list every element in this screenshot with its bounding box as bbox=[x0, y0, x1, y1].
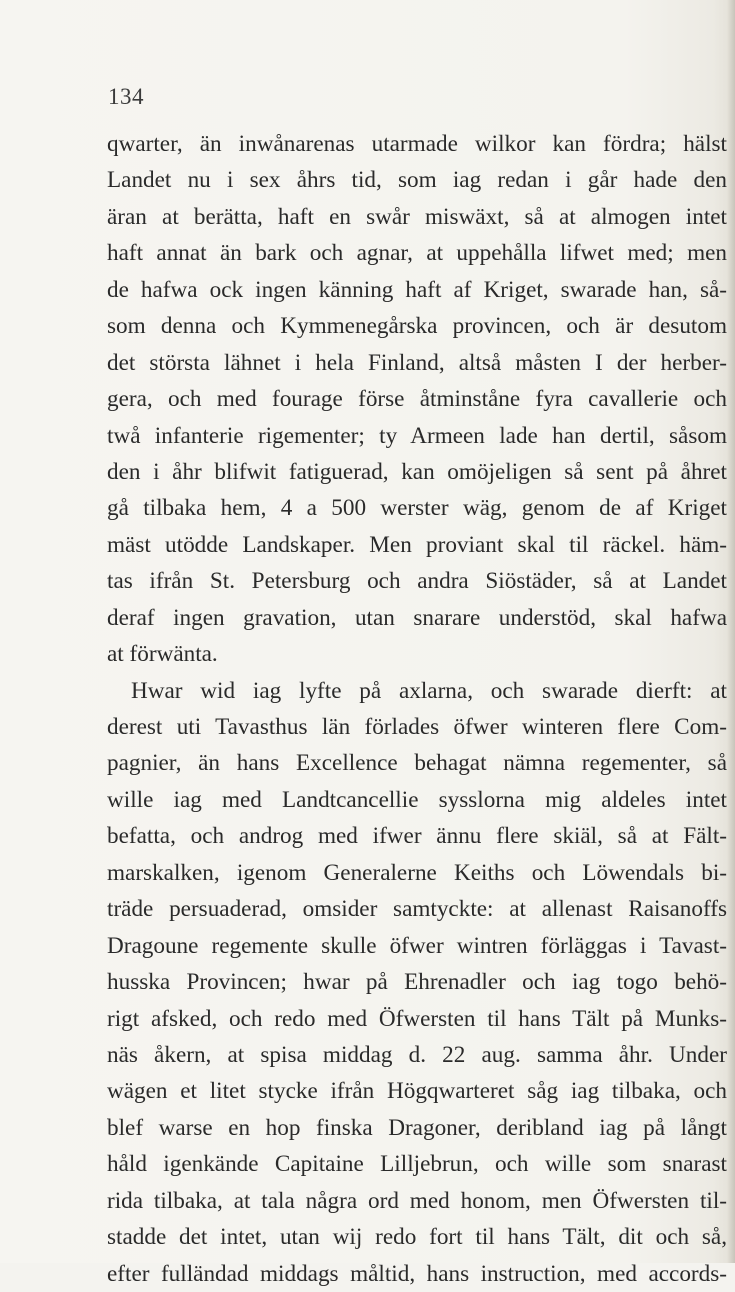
text-line: som denna och Kymmenegårska provincen, och är desutom bbox=[107, 313, 727, 340]
text-line: träde persuaderad, omsider samtyckte: at allenast Raisanoffs bbox=[107, 896, 727, 923]
text-line: stadde det intet, utan wij redo fort til hans Tält, dit och så, bbox=[107, 1224, 727, 1251]
paragraph-end-line: at förwänta. bbox=[107, 641, 218, 668]
text-line: gera, och med fourage förse åtminståne fyra cavallerie och bbox=[107, 386, 727, 413]
text-line: befatta, och androg med ifwer ännu flere skiäl, så at Fält- bbox=[107, 823, 727, 850]
text-line: pagnier, än hans Excellence behagat nämna regementer, så bbox=[107, 750, 727, 777]
text-line: qwarter, än inwånarenas utarmade wilkor kan fördra; hälst bbox=[107, 131, 727, 157]
text-line: haft annat än bark och agnar, at uppehålla lifwet med; men bbox=[107, 240, 727, 267]
text-line: de hafwa ock ingen känning haft af Kriget, swarade han, så- bbox=[107, 276, 727, 303]
text-line: tas ifrån St. Petersburg och andra Siöstäder, så at Landet bbox=[107, 568, 727, 595]
page-number: 134 bbox=[108, 84, 144, 109]
text-line: mäst utödde Landskaper. Men proviant skal til räckel. häm- bbox=[107, 531, 727, 558]
text-line: husska Provincen; hwar på Ehrenadler och iag togo behö- bbox=[107, 969, 727, 996]
text-line: Landet nu i sex åhrs tid, som iag redan i går hade den bbox=[107, 167, 727, 194]
text-line: marskalken, igenom Generalerne Keiths och Löwendals bi- bbox=[107, 859, 727, 886]
text-line: rida tilbaka, at tala några ord med honom, men Öfwersten til- bbox=[107, 1187, 727, 1214]
text-line: blef warse en hop finska Dragoner, deribland iag på långt bbox=[107, 1114, 727, 1141]
text-line: håld igenkände Capitaine Lilljebrun, och wille som snarast bbox=[107, 1151, 727, 1178]
text-line: deraf ingen gravation, utan snarare understöd, skal hafwa bbox=[107, 604, 727, 631]
text-line: äran at berätta, haft en swår miswäxt, så at almogen intet bbox=[107, 203, 727, 230]
text-line: derest uti Tavasthus län förlades öfwer winteren flere Com- bbox=[107, 714, 727, 740]
text-line: den i åhr blifwit fatiguerad, kan omöjeligen så sent på åhret bbox=[107, 458, 727, 485]
text-line: efter fulländad middags måltid, hans instruction, med accords- bbox=[107, 1260, 727, 1287]
paragraph-first-line: Hwar wid iag lyfte på axlarna, och swarade dierft: at bbox=[131, 677, 727, 704]
page-edge-shadow bbox=[727, 0, 735, 1263]
text-line: Dragoune regemente skulle öfwer wintren förläggas i Tavast- bbox=[107, 932, 727, 959]
text-line: twå infanterie rigementer; ty Armeen lade han dertil, såsom bbox=[107, 422, 727, 449]
text-line: det största lähnet i hela Finland, altså måsten I der herber- bbox=[107, 349, 727, 376]
text-line: gå tilbaka hem, 4 a 500 werster wäg, genom de af Kriget bbox=[107, 495, 727, 522]
text-line: wägen et litet stycke ifrån Högqwarteret såg iag tilbaka, och bbox=[107, 1078, 727, 1105]
text-line: näs åkern, at spisa middag d. 22 aug. samma åhr. Under bbox=[107, 1041, 727, 1068]
text-line: rigt afsked, och redo med Öfwersten til hans Tält på Munks- bbox=[107, 1005, 727, 1032]
text-line: wille iag med Landtcancellie sysslorna mig aldeles intet bbox=[107, 786, 727, 813]
body-text bbox=[107, 126, 727, 1292]
